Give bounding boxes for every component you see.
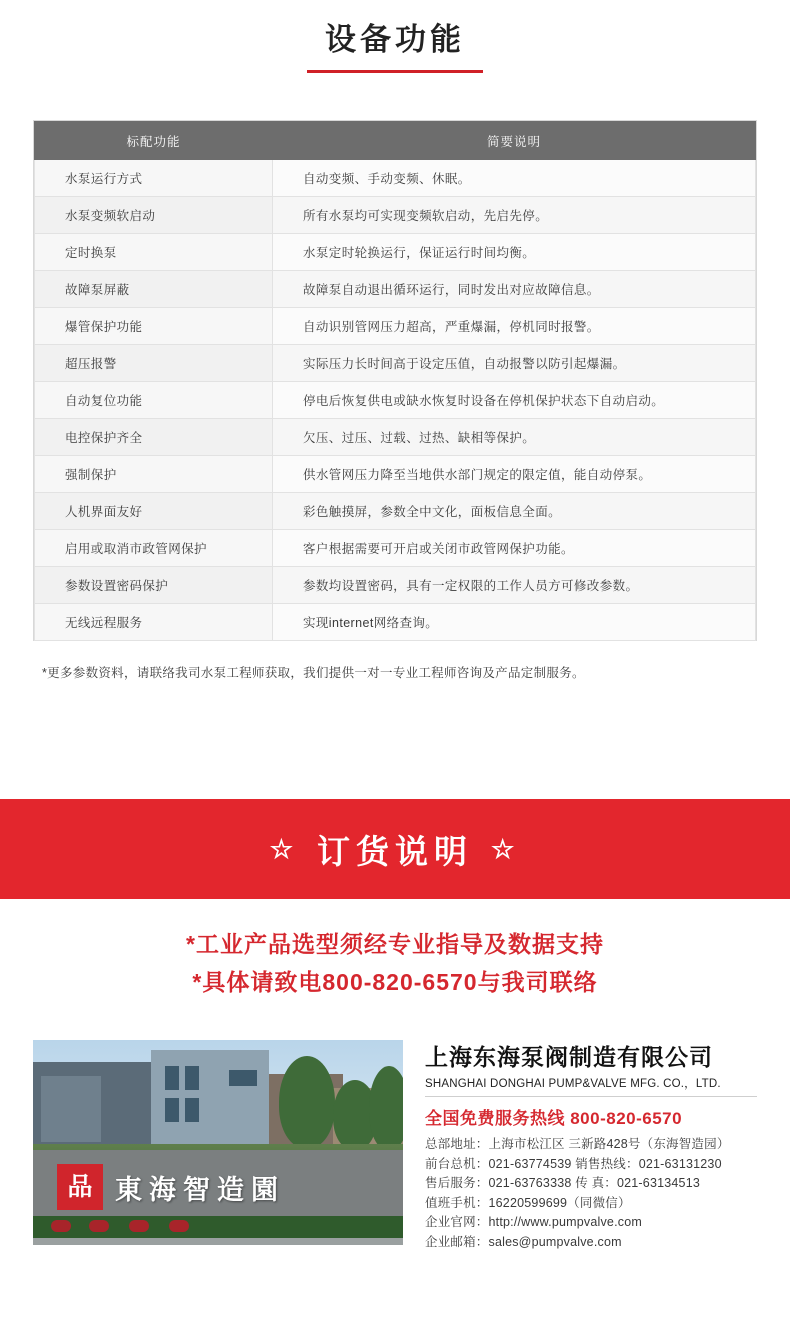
photo-tree (369, 1066, 403, 1150)
table-row (35, 271, 756, 308)
feature-description: 实际压力长时间高于设定压值，自动报警以防引起爆漏。 (273, 345, 756, 382)
feature-description: 自动变频、手动变频、休眠。 (273, 160, 756, 197)
feature-name: 故障泵屏蔽 (35, 271, 273, 308)
feature-name: 无线远程服务 (35, 604, 273, 641)
star-icon-left: ☆ (269, 833, 299, 864)
feature-description: 故障泵自动退出循环运行，同时发出对应故障信息。 (273, 271, 756, 308)
service-hotline: 全国免费服务热线 800-820-6570 (425, 1109, 683, 1128)
table-row (35, 234, 756, 271)
page-title: 设备功能 (325, 22, 465, 57)
feature-description: 欠压、过压、过载、过热、缺相等保护。 (273, 419, 756, 456)
feature-name: 电控保护齐全 (35, 419, 273, 456)
contact-line-service: 售后服务：021-63763338 传 真：021-63134513 (425, 1176, 701, 1190)
table-row (35, 345, 756, 382)
table-header-cell-description: 简要说明 (273, 122, 756, 160)
feature-name: 超压报警 (35, 345, 273, 382)
table-row (35, 530, 756, 567)
order-banner-title: 订货说明 (317, 832, 473, 870)
feature-description: 客户根据需要可开启或关闭市政管网保护功能。 (273, 530, 756, 567)
table-row (35, 604, 756, 641)
table-footnote: *更多参数资料，请联络我司水泵工程师获取，我们提供一对一专业工程师咨询及产品定制服务。 (42, 666, 585, 680)
table-row (35, 419, 756, 456)
company-name-english: SHANGHAI DONGHAI PUMP&VALVE MFG. CO.，LTD. (425, 1075, 757, 1097)
table-row (35, 493, 756, 530)
photo-window (165, 1098, 179, 1122)
title-underline (307, 70, 483, 73)
feature-name: 水泵变频软启动 (35, 197, 273, 234)
photo-window (185, 1066, 199, 1090)
photo-building-middle (151, 1050, 269, 1144)
table-body (35, 160, 756, 641)
feature-name: 自动复位功能 (35, 382, 273, 419)
photo-flower (51, 1220, 71, 1232)
photo-building-left-inner (41, 1076, 101, 1142)
contact-details (425, 1135, 757, 1252)
photo-sign (43, 1158, 363, 1216)
company-logo-icon: 品 (57, 1164, 103, 1210)
photo-tree (279, 1056, 335, 1148)
features-table (34, 121, 756, 641)
company-name: 上海东海泵阀制造有限公司 (425, 1044, 713, 1070)
order-banner-text (270, 826, 521, 873)
feature-name: 参数设置密码保护 (35, 567, 273, 604)
contact-line-address: 总部地址：上海市松江区 三新路428号（东海智造园） (425, 1137, 730, 1151)
star-icon-right: ☆ (491, 833, 521, 864)
feature-description: 水泵定时轮换运行，保证运行时间均衡。 (273, 234, 756, 271)
order-instructions-banner (0, 799, 790, 899)
table-row (35, 567, 756, 604)
contact-line-email: 企业邮箱：sales@pumpvalve.com (425, 1234, 622, 1249)
factory-entrance-photo (33, 1040, 403, 1245)
table-row (35, 382, 756, 419)
order-notice-line: *工业产品选型须经专业指导及数据支持 (186, 931, 604, 957)
photo-sign-text: 東海智造園 (115, 1174, 285, 1205)
company-footer (33, 1040, 757, 1252)
photo-flower (169, 1220, 189, 1232)
photo-flower (129, 1220, 149, 1232)
feature-description: 供水管网压力降至当地供水部门规定的限定值，能自动停泵。 (273, 456, 756, 493)
contact-line-switchboard: 前台总机：021-63774539 销售热线：021-63131230 (425, 1156, 722, 1171)
feature-description: 参数均设置密码，具有一定权限的工作人员方可修改参数。 (273, 567, 756, 604)
feature-description: 自动识别管网压力超高，严重爆漏，停机同时报警。 (273, 308, 756, 345)
order-notice-block (0, 925, 790, 1001)
photo-window (185, 1098, 199, 1122)
feature-name: 爆管保护功能 (35, 308, 273, 345)
table-header-cell-function: 标配功能 (35, 122, 273, 160)
feature-name: 启用或取消市政管网保护 (35, 530, 273, 567)
feature-description: 彩色触摸屏，参数全中文化，面板信息全面。 (273, 493, 756, 530)
photo-kerb (33, 1238, 403, 1245)
company-info (425, 1040, 757, 1252)
photo-window (165, 1066, 179, 1090)
feature-description: 所有水泵均可实现变频软启动，先启先停。 (273, 197, 756, 234)
feature-name: 定时换泵 (35, 234, 273, 271)
table-header-row (35, 122, 756, 160)
photo-window (229, 1070, 257, 1086)
table-row (35, 197, 756, 234)
feature-name: 强制保护 (35, 456, 273, 493)
contact-line-mobile: 值班手机：16220599699（同微信） (425, 1195, 631, 1210)
features-table-wrapper (33, 120, 757, 641)
feature-description: 实现internet网络查询。 (273, 604, 756, 641)
order-notice-line: *具体请致电800-820-6570与我司联络 (192, 969, 598, 995)
table-row (35, 160, 756, 197)
photo-flower (89, 1220, 109, 1232)
table-head (35, 122, 756, 160)
contact-line-website: 企业官网：http://www.pumpvalve.com (425, 1215, 642, 1229)
table-row (35, 456, 756, 493)
table-row (35, 308, 756, 345)
feature-description: 停电后恢复供电或缺水恢复时设备在停机保护状态下自动启动。 (273, 382, 756, 419)
section-title-block (0, 0, 790, 73)
feature-name: 水泵运行方式 (35, 160, 273, 197)
feature-name: 人机界面友好 (35, 493, 273, 530)
